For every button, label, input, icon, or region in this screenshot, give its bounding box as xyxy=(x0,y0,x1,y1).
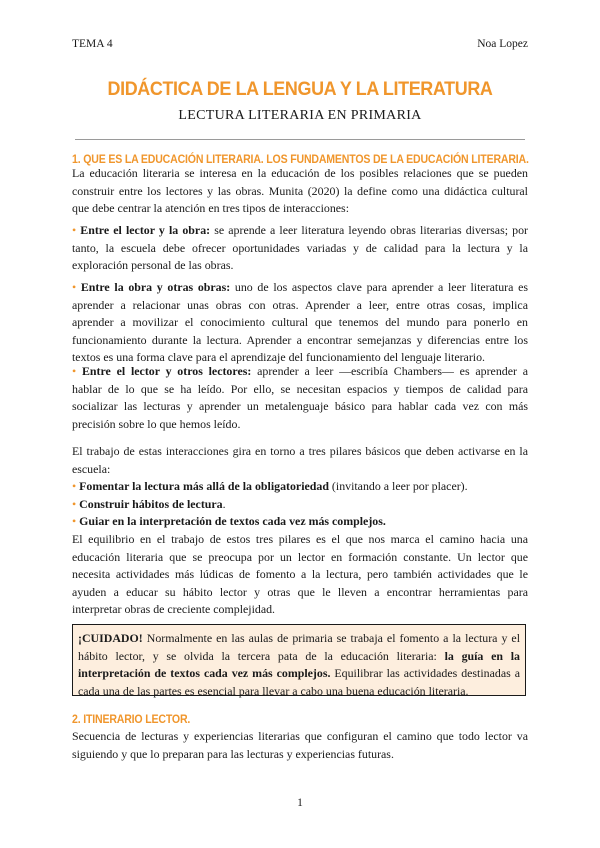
item-text: se aprende a leer literatura leyendo obras literarias diversas; por xyxy=(214,223,528,237)
text-line: necesita actividades más lúdicas de fomento a la lectura, pero también actividades que le xyxy=(72,567,528,581)
text-line xyxy=(72,222,528,240)
item-term: Entre la obra y otras obras: xyxy=(80,280,231,294)
item-term: Entre el lector y la obra: xyxy=(80,223,211,237)
page-header xyxy=(72,38,528,52)
text-line: El trabajo de estas interacciones gira en torno a tres pilares básicos que deben activarse en la xyxy=(72,444,528,458)
text-line: escuela: xyxy=(72,461,111,476)
header-topic: TEMA 4 xyxy=(72,38,113,50)
text-line xyxy=(78,665,520,683)
pillar-note: . xyxy=(222,496,226,511)
document-title: DIDÁCTICA DE LA LENGUA Y LA LITERATURA xyxy=(107,78,493,100)
warning-callout xyxy=(72,624,526,696)
pillar-1 xyxy=(72,478,528,496)
text-line: que debe centrar la atención en tres tipos de interacciones: xyxy=(72,201,349,215)
title-divider xyxy=(75,139,525,140)
callout-text: Equilibrar las actividades destinadas a xyxy=(330,666,520,680)
text-line: tanto, la escuela debe ofrecer oportunidades variadas y de calidad para la lectura y la xyxy=(72,240,528,255)
item-term: Entre el lector y otros lectores: xyxy=(81,364,252,378)
text-line: construir entre los lectores y las obras. Munita (2020) la define como una didáctica cultural xyxy=(72,183,528,198)
page-number: 1 xyxy=(297,797,303,809)
text-line xyxy=(78,648,520,666)
bullet-icon: • xyxy=(72,280,77,294)
section-2-paragraph xyxy=(72,728,528,763)
pillars-block xyxy=(72,443,528,531)
item-text: aprender a leer —escribía Chambers— es aprender a xyxy=(257,364,528,378)
pillar-title: Fomentar la lectura más allá de la obligatoriedad xyxy=(79,479,329,493)
bullet-icon: • xyxy=(72,496,77,511)
interaction-item-2 xyxy=(72,279,528,367)
text-line: exploración personal de las obras. xyxy=(72,258,234,272)
text-line xyxy=(72,363,528,381)
pillar-title: Construir hábitos de lectura xyxy=(79,496,223,511)
text-line: La educación literaria se interesa en la educación de los posibles relaciones que se pueden xyxy=(72,166,528,180)
section-1-heading: 1. QUE ES LA EDUCACIÓN LITERARIA. LOS FUNDAMENTOS DE LA EDUCACIÓN LITERARIA. xyxy=(72,152,529,166)
text-line xyxy=(78,630,520,648)
text-line: siguiendo y que lo preparan para las lecturas y experiencias futuras. xyxy=(72,746,394,761)
document-subtitle: LECTURA LITERARIA EN PRIMARIA xyxy=(178,108,422,123)
text-line: aprender a relacionar unas obras con otras. Aprender a leer, entre otras cosas, implica xyxy=(72,297,528,312)
interaction-item-1 xyxy=(72,222,528,275)
text-line: precisión sobre lo que hemos leído. xyxy=(72,416,241,431)
callout-emphasis: la guía en la xyxy=(444,648,520,663)
text-line: aprender a movilizar el conocimiento cultural que tenemos del mundo para ponerlo en xyxy=(72,315,528,329)
text-line: Secuencia de lecturas y experiencias literarias que configuran el camino que todo lector va xyxy=(72,729,528,743)
text-line: educación literaria que se preocupa por un lector en formación constante. Un lector que xyxy=(72,549,528,564)
pillar-title: Guiar en la interpretación de textos cada vez más complejos. xyxy=(79,514,386,528)
interaction-item-3 xyxy=(72,363,528,433)
text-line xyxy=(72,279,528,297)
section-1-intro xyxy=(72,165,528,218)
text-line: funcionamiento durante la lectura. Aprender a encontrar semejanzas y diferencias entre los xyxy=(72,332,528,347)
text-line: cada una de las partes es esencial para llevar a cabo una buena educación literaria. xyxy=(78,683,469,698)
pillar-3 xyxy=(72,513,528,531)
bullet-icon: • xyxy=(72,364,77,378)
text-line: textos es una forma clave para el aprendizaje del funcionamiento del lenguaje literario. xyxy=(72,350,486,364)
text-line: El equilibrio en el trabajo de estos tres pilares es el que nos marca el camino hacia una xyxy=(72,532,528,546)
pillar-2 xyxy=(72,496,528,514)
item-text: uno de los aspectos clave para aprender a leer literatura es xyxy=(234,280,528,294)
header-author: Noa Lopez xyxy=(477,38,528,50)
callout-label: ¡CUIDADO! xyxy=(78,631,143,645)
text-line: socializar las lecturas y aprender un metalenguaje básico para hablar cada vez con más xyxy=(72,399,528,413)
text-line: interpretar obras de creciente complejidad. xyxy=(72,602,276,616)
bullet-icon: • xyxy=(72,479,77,493)
text-line: hablar de lo que se ha leído. Por ello, se necesitan espacios y tiempos de calidad para xyxy=(72,381,528,396)
callout-emphasis: interpretación de textos cada vez más complejos. xyxy=(78,666,331,680)
balance-paragraph xyxy=(72,531,528,619)
callout-text: hábito lector, y se olvida la tercera pata de la educación literaria: xyxy=(78,648,445,663)
callout-text: Normalmente en las aulas de primaria se trabaja el fomento a la lectura y el xyxy=(142,631,520,645)
pillar-note: (invitando a leer por placer). xyxy=(328,479,468,493)
section-2-heading: 2. ITINERARIO LECTOR. xyxy=(72,712,191,726)
bullet-icon: • xyxy=(72,223,77,237)
text-line: ayuden a educar su hábito lector y otras que le lleven a encontrar herramientas para xyxy=(72,584,528,599)
bullet-icon: • xyxy=(72,514,77,528)
